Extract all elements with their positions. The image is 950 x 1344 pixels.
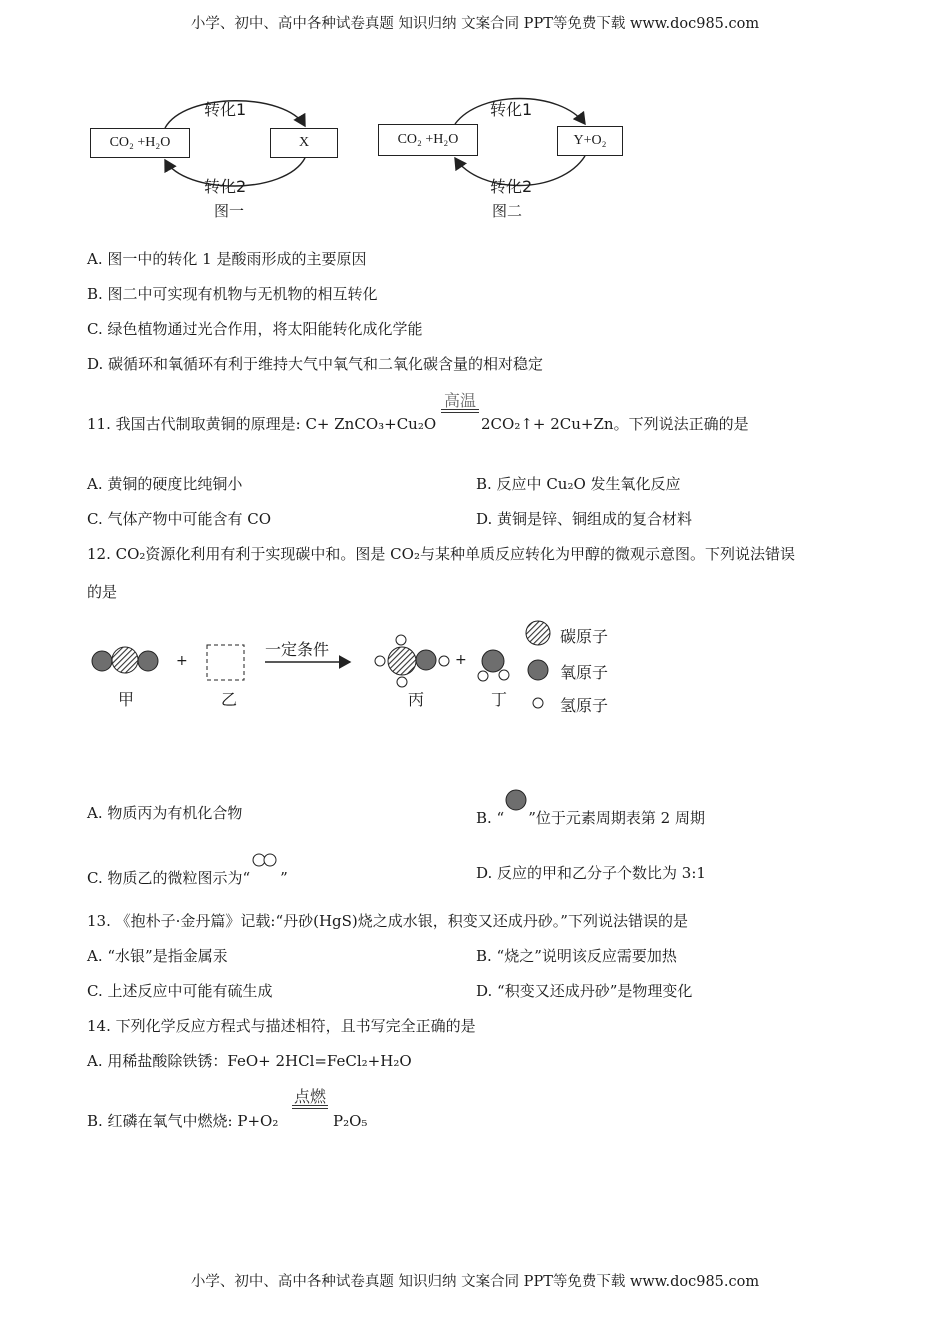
q11-option-b: B. 反应中 Cu₂O 发生氧化反应: [476, 475, 681, 493]
q12-option-c: [87, 863, 288, 888]
molecule-jia: [92, 647, 158, 673]
oxygen-atom-icon: [505, 789, 529, 813]
q12-label-jia: 甲: [118, 690, 135, 709]
q11-option-d: D. 黄铜是锌、铜组成的复合材料: [476, 510, 693, 528]
legend-oxygen-label: 氧原子: [560, 663, 609, 682]
figure2-caption: 图二: [492, 202, 523, 220]
q12-option-c-post: ”: [280, 869, 288, 887]
q11-condition: 高温: [443, 391, 476, 410]
legend-hydrogen-label: 氢原子: [560, 696, 609, 715]
q10-option-d: D. 碳循环和氧循环有利于维持大气中氧气和二氧化碳含量的相对稳定: [87, 355, 544, 373]
page-footer: 小学、初中、高中各种试卷真题 知识归纳 文案合同 PPT等免费下载 www.doc985.com: [190, 1274, 760, 1290]
molecule-yi-box: [207, 645, 244, 680]
legend-oxygen-icon: [528, 660, 548, 680]
q12-condition: 一定条件: [265, 640, 330, 659]
legend-hydrogen-icon: [533, 698, 543, 708]
q13-option-b: B. “烧之”说明该反应需要加热: [476, 947, 677, 965]
q13-option-a: A. “水银”是指金属汞: [87, 947, 228, 965]
q12-stem-line2: 的是: [87, 583, 118, 601]
q12-stem-line1: 12. CO₂资源化利用有利于实现碳中和。图是 CO₂与某种单质反应转化为甲醇的微观示意图。下列说法错误: [87, 545, 795, 563]
molecule-bing: [375, 635, 449, 687]
q14-stem: 14. 下列化学反应方程式与描述相符，且书写完全正确的是: [87, 1017, 476, 1035]
figure1-top-label: 转化1: [204, 100, 247, 119]
q14-option-b-pre: B. 红磷在氧气中燃烧: P+O₂: [87, 1112, 279, 1130]
q12-option-d: D. 反应的甲和乙分子个数比为 3:1: [476, 864, 706, 882]
q11-stem-before: 11. 我国古代制取黄铜的原理是: C+ ZnCO₃+Cu₂O: [87, 415, 437, 433]
q13-option-c: C. 上述反应中可能有硫生成: [87, 982, 273, 1000]
q12-label-bing: 丙: [408, 690, 425, 709]
q12-option-c-pre: C. 物质乙的微粒图示为“: [87, 869, 251, 887]
q11-option-a: A. 黄铜的硬度比纯铜小: [87, 475, 243, 493]
figure2-left-box: CO₂ +H₂O: [378, 124, 478, 156]
figure1-right-box: X: [270, 128, 338, 158]
molecule-ding: [478, 650, 509, 681]
figure2-right-box: Y+O₂: [557, 126, 623, 156]
page-header: 小学、初中、高中各种试卷真题 知识归纳 文案合同 PPT等免费下载 www.doc985.com: [190, 16, 760, 32]
q14-option-a: A. 用稀盐酸除铁锈：FeO+ 2HCl=FeCl₂+H₂O: [87, 1052, 412, 1070]
figure2-bottom-label: 转化2: [490, 177, 533, 196]
q11-option-c: C. 气体产物中可能含有 CO: [87, 510, 272, 528]
figure1-caption: 图一: [214, 202, 245, 220]
legend-carbon-icon: [526, 621, 550, 645]
q13-option-d: D. “积变又还成丹砂”是物理变化: [476, 982, 693, 1000]
q13-stem: 13. 《抱朴子·金丹篇》记载:“丹砂(HgS)烧之成水银，积变又还成丹砂。”下列说法错误的是: [87, 912, 688, 930]
q12-plus-2: +: [455, 652, 467, 668]
q10-option-a: A. 图一中的转化 1 是酸雨形成的主要原因: [87, 250, 367, 268]
q12-label-ding: 丁: [491, 690, 508, 709]
q12-option-a: A. 物质丙为有机化合物: [87, 804, 243, 822]
q12-option-b: [476, 803, 705, 828]
legend-carbon-label: 碳原子: [560, 627, 609, 646]
q12-label-yi: 乙: [221, 690, 238, 709]
q12-option-b-post: ”位于元素周期表第 2 周期: [528, 809, 705, 827]
q14-equals-bar: [292, 1105, 328, 1109]
q10-option-c: C. 绿色植物通过光合作用，将太阳能转化成化学能: [87, 320, 423, 338]
figure1-left-box: CO₂ +H₂O: [90, 128, 190, 158]
q10-option-b: B. 图二中可实现有机物与无机物的相互转化: [87, 285, 378, 303]
q14-option-b-post: P₂O₅: [333, 1112, 368, 1130]
figure1-bottom-label: 转化2: [204, 177, 247, 196]
q14-option-b-condition: 点燃: [293, 1087, 326, 1106]
figure2-top-label: 转化1: [490, 100, 533, 119]
h2-molecule-icon: [252, 853, 280, 867]
q11-stem-after: 2CO₂↑+ 2Cu+Zn。下列说法正确的是: [481, 415, 749, 433]
q12-option-b-pre: B. “: [476, 809, 505, 827]
q12-plus-1: +: [176, 653, 188, 669]
